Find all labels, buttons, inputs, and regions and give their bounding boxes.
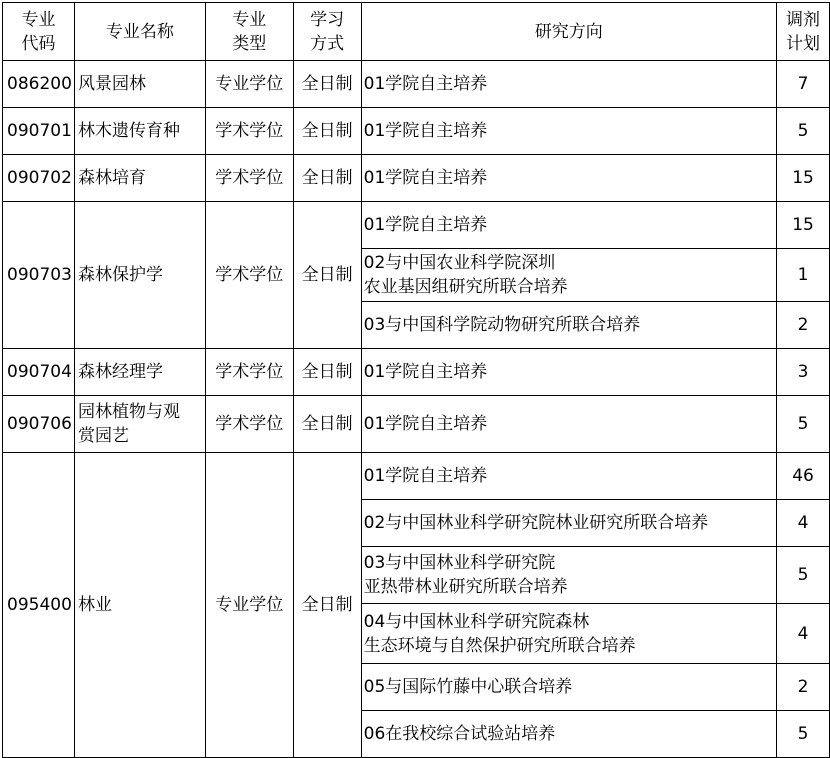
research-direction-cell: [361, 664, 776, 711]
major-name-line: 森林经理学: [77, 362, 163, 382]
research-direction-line: 01学院自主培养: [363, 414, 488, 434]
research-direction-cell: [361, 453, 776, 500]
major-name-line: 林业: [77, 595, 112, 615]
major-type-cell: 学术学位: [205, 396, 293, 453]
adjustment-plan-cell: 5: [777, 711, 830, 758]
header-plan-line: 调剂: [786, 9, 820, 30]
header-mode: [293, 3, 361, 61]
study-mode-cell: 全日制: [293, 108, 361, 155]
research-direction-cell: [361, 547, 776, 604]
research-direction-cell: [361, 155, 776, 202]
research-direction-line: 生态环境与自然保护研究所联合培养: [363, 635, 636, 656]
adjustment-plan-cell: 7: [777, 61, 830, 108]
adjustment-plan-cell: 4: [777, 604, 830, 664]
study-mode-cell: 全日制: [293, 453, 361, 758]
header-type-line: 专业: [232, 9, 267, 30]
research-direction-line: 02与中国农业科学院深圳: [363, 253, 556, 273]
research-direction-line: 05与国际竹藤中心联合培养: [363, 677, 573, 697]
adjustment-plan-cell: 2: [777, 302, 830, 349]
major-code-cell: 086200: [3, 61, 75, 108]
adjustment-plan-cell: 5: [777, 396, 830, 453]
research-direction-line: 01学院自主培养: [363, 121, 488, 141]
header-name: 专业名称: [74, 3, 205, 61]
research-direction-line: 03与中国科学院动物研究所联合培养: [363, 315, 641, 335]
major-type-cell: 专业学位: [205, 61, 293, 108]
research-direction-line: 01学院自主培养: [363, 362, 488, 382]
major-name-cell: [74, 108, 205, 155]
table-row: [3, 61, 830, 108]
study-mode-cell: 全日制: [293, 396, 361, 453]
research-direction-line: 农业基因组研究所联合培养: [363, 277, 568, 297]
adjustment-plan-cell: 5: [777, 108, 830, 155]
header-plan: [777, 3, 830, 61]
major-code-cell: 090704: [3, 349, 75, 396]
research-direction-line: 01学院自主培养: [363, 215, 488, 235]
adjustment-plan-cell: 15: [777, 155, 830, 202]
research-direction-cell: [361, 108, 776, 155]
major-name-cell: [74, 155, 205, 202]
adjustment-plan-cell: 5: [777, 547, 830, 604]
research-direction-line: 01学院自主培养: [363, 168, 488, 188]
table-row: [3, 349, 830, 396]
major-type-cell: 学术学位: [205, 202, 293, 349]
adjustment-plan-cell: 1: [777, 249, 830, 302]
major-type-cell: 学术学位: [205, 349, 293, 396]
header-direction: 研究方向: [361, 3, 776, 61]
research-direction-cell: [361, 604, 776, 664]
research-direction-cell: [361, 202, 776, 249]
header-type-line: 类型: [232, 33, 267, 54]
table-body: [3, 61, 830, 758]
major-name-line: 林木遗传育种: [77, 121, 180, 141]
research-direction-cell: [361, 302, 776, 349]
major-code-cell: 090703: [3, 202, 75, 349]
major-type-cell: 学术学位: [205, 108, 293, 155]
study-mode-cell: 全日制: [293, 61, 361, 108]
table-row: [3, 108, 830, 155]
research-direction-line: 01学院自主培养: [363, 466, 488, 486]
major-code-cell: 090701: [3, 108, 75, 155]
adjustment-plan-cell: 2: [777, 664, 830, 711]
major-name-line: 园林植物与观: [77, 402, 180, 422]
major-name-cell: [74, 396, 205, 453]
major-name-line: 风景园林: [77, 74, 146, 94]
major-code-cell: 090702: [3, 155, 75, 202]
major-name-cell: [74, 61, 205, 108]
research-direction-cell: [361, 711, 776, 758]
header-code-line: 专业: [21, 9, 56, 30]
header-plan-line: 计划: [786, 33, 820, 54]
major-name-cell: [74, 453, 205, 758]
major-name-cell: [74, 349, 205, 396]
table-row: [3, 453, 830, 500]
research-direction-cell: [361, 61, 776, 108]
research-direction-cell: [361, 500, 776, 547]
table-row: [3, 202, 830, 249]
major-name-cell: [74, 202, 205, 349]
header-code-line: 代码: [21, 33, 56, 54]
header-mode-line: 方式: [310, 33, 345, 54]
research-direction-line: 亚热带林业研究所联合培养: [363, 577, 568, 597]
header-row: [3, 3, 830, 61]
study-mode-cell: 全日制: [293, 155, 361, 202]
adjustment-plan-cell: 3: [777, 349, 830, 396]
research-direction-cell: [361, 349, 776, 396]
study-mode-cell: 全日制: [293, 202, 361, 349]
major-code-cell: 090706: [3, 396, 75, 453]
adjustment-plan-cell: 15: [777, 202, 830, 249]
adjustment-plan-cell: 4: [777, 500, 830, 547]
research-direction-cell: [361, 249, 776, 302]
research-direction-cell: [361, 396, 776, 453]
research-direction-line: 02与中国林业科学研究院林业研究所联合培养: [363, 513, 709, 533]
study-mode-cell: 全日制: [293, 349, 361, 396]
adjustment-plan-table: [2, 2, 830, 758]
major-name-line: 赏园艺: [77, 426, 129, 446]
major-code-cell: 095400: [3, 453, 75, 758]
header-code: [3, 3, 75, 61]
table-row: [3, 396, 830, 453]
header-mode-line: 学习: [310, 9, 345, 30]
table-row: [3, 155, 830, 202]
research-direction-line: 04与中国林业科学研究院森林: [363, 611, 590, 632]
research-direction-line: 06在我校综合试验站培养: [363, 724, 556, 744]
major-name-line: 森林保护学: [77, 265, 163, 285]
major-type-cell: 学术学位: [205, 155, 293, 202]
major-name-line: 森林培育: [77, 168, 146, 188]
major-type-cell: 专业学位: [205, 453, 293, 758]
research-direction-line: 03与中国林业科学研究院: [363, 553, 556, 573]
adjustment-plan-cell: 46: [777, 453, 830, 500]
research-direction-line: 01学院自主培养: [363, 74, 488, 94]
header-type: [205, 3, 293, 61]
